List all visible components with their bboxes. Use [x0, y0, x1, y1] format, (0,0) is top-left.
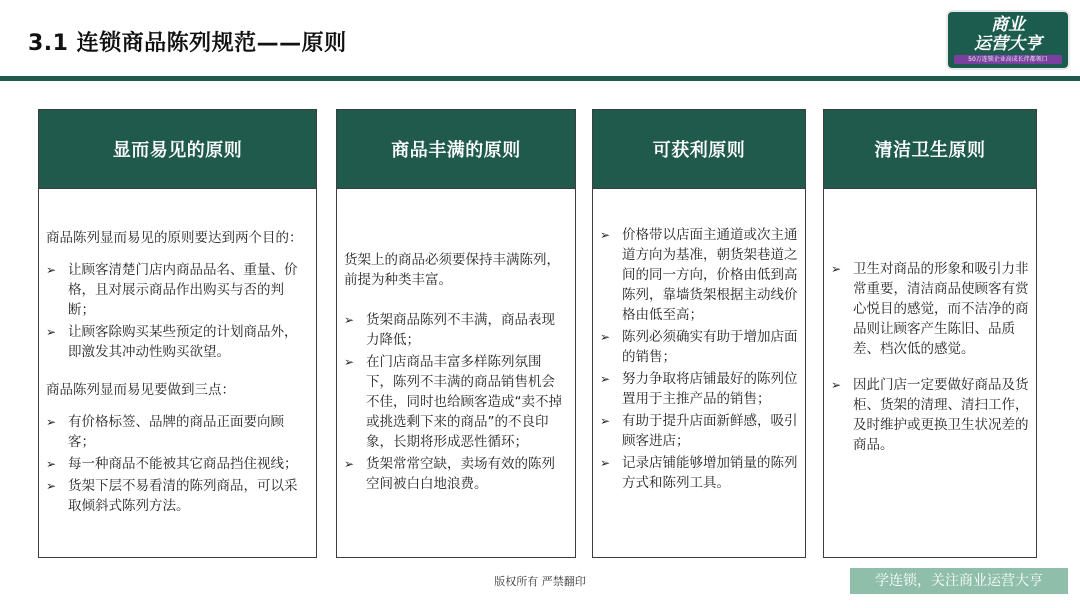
- list-item: ➢ 货架下层不易看清的陈列商品，可以采取倾斜式陈列方法。: [46, 478, 298, 514]
- bullet-arrow-icon: ➢: [46, 263, 57, 277]
- list-item: ➢ 货架商品陈列不丰满，商品表现力降低；: [344, 312, 555, 348]
- bullet-arrow-icon: ➢: [831, 262, 842, 276]
- brand-logo: [946, 10, 1070, 70]
- footer-slogan: 学连锁，关注商业运营大亨: [850, 568, 1068, 594]
- list-item: ➢ 货架常常空缺，卖场有效的陈列空间被白白地浪费。: [344, 456, 555, 492]
- card-profit-principle: [592, 109, 806, 558]
- list-item: ➢ 努力争取将店铺最好的陈列位置用于主推产品的销售；: [600, 371, 798, 407]
- list-item: ➢ 有价格标签、品牌的商品正面要向顾客；: [46, 414, 284, 450]
- list-item: ➢ 记录店铺能够增加销量的陈列方式和陈列工具。: [600, 455, 798, 491]
- list-item: ➢ 让顾客清楚门店内商品品名、重量、价格，且对展示商品作出购买与否的判断；: [46, 262, 298, 318]
- copyright-notice: 版权所有 严禁翻印: [494, 575, 586, 588]
- bullet-arrow-icon: ➢: [46, 325, 57, 339]
- list-item: ➢ 因此门店一定要做好商品及货柜、货架的清理、清扫工作，及时维护或更换卫生状况差的商品。: [831, 377, 1029, 453]
- page-title: 3.1 连锁商品陈列规范——原则: [28, 31, 347, 56]
- bullet-arrow-icon: ➢: [46, 415, 57, 429]
- bullet-arrow-icon: ➢: [344, 457, 355, 471]
- list-item: ➢ 在门店商品丰富多样陈列氛围下，陈列不丰满的商品销售机会不佳，同时也给顾客造成“卖不掉或挑选剩下来的商品”的不良印象，长期将形成恶性循环；: [344, 354, 562, 450]
- list-item: ➢ 价格带以店面主通道或次主通道方向为基准，朝货架巷道之间的同一方向，价格由低到高陈列，靠墙货架根据主动线价格由低至高；: [600, 227, 798, 323]
- card-hygiene-principle: [823, 109, 1037, 558]
- logo-line2: 运营大亨: [974, 34, 1042, 54]
- bullet-arrow-icon: ➢: [46, 479, 57, 493]
- bullet-arrow-icon: ➢: [831, 378, 842, 392]
- card-title: 商品丰满的原则: [337, 110, 575, 189]
- bullet-arrow-icon: ➢: [46, 457, 57, 471]
- card-title: 显而易见的原则: [39, 110, 316, 189]
- bullet-arrow-icon: ➢: [600, 456, 611, 470]
- bullet-arrow-icon: ➢: [600, 228, 611, 242]
- card-title: 可获利原则: [593, 110, 805, 189]
- bullet-arrow-icon: ➢: [600, 330, 611, 344]
- title-divider: [0, 76, 1080, 81]
- logo-line1: 商业: [991, 15, 1025, 35]
- list-item: ➢ 陈列必须确实有助于增加店面的销售；: [600, 329, 798, 365]
- bullet-arrow-icon: ➢: [344, 313, 355, 327]
- list-item: ➢ 让顾客除购买某些预定的计划商品外，即激发其冲动性购买欲望。: [46, 324, 298, 360]
- card-intro: 商品陈列显而易见的原则要达到两个目的：: [46, 230, 303, 246]
- list-item: ➢ 有助于提升店面新鲜感，吸引顾客进店；: [600, 413, 798, 449]
- card-fullness-principle: [336, 109, 576, 558]
- bullet-arrow-icon: ➢: [344, 355, 355, 369]
- logo-tagline: 50万连锁企业高成长伴都领口: [954, 55, 1062, 64]
- bullet-arrow-icon: ➢: [600, 414, 611, 428]
- card-title: 清洁卫生原则: [824, 110, 1036, 189]
- card-intro: 货架上的商品必须要保持丰满陈列，前提为种类丰富。: [344, 252, 560, 288]
- card-obvious-principle: [38, 109, 317, 558]
- list-item: ➢ 卫生对商品的形象和吸引力非常重要，清洁商品使顾客有赏心悦目的感觉，而不洁净的商品则让顾客产生陈旧、品质差、档次低的感觉。: [831, 261, 1029, 357]
- card-intro: 商品陈列显而易见要做到三点：: [46, 382, 235, 398]
- bullet-arrow-icon: ➢: [600, 372, 611, 386]
- list-item: ➢ 每一种商品不能被其它商品挡住视线；: [46, 456, 298, 472]
